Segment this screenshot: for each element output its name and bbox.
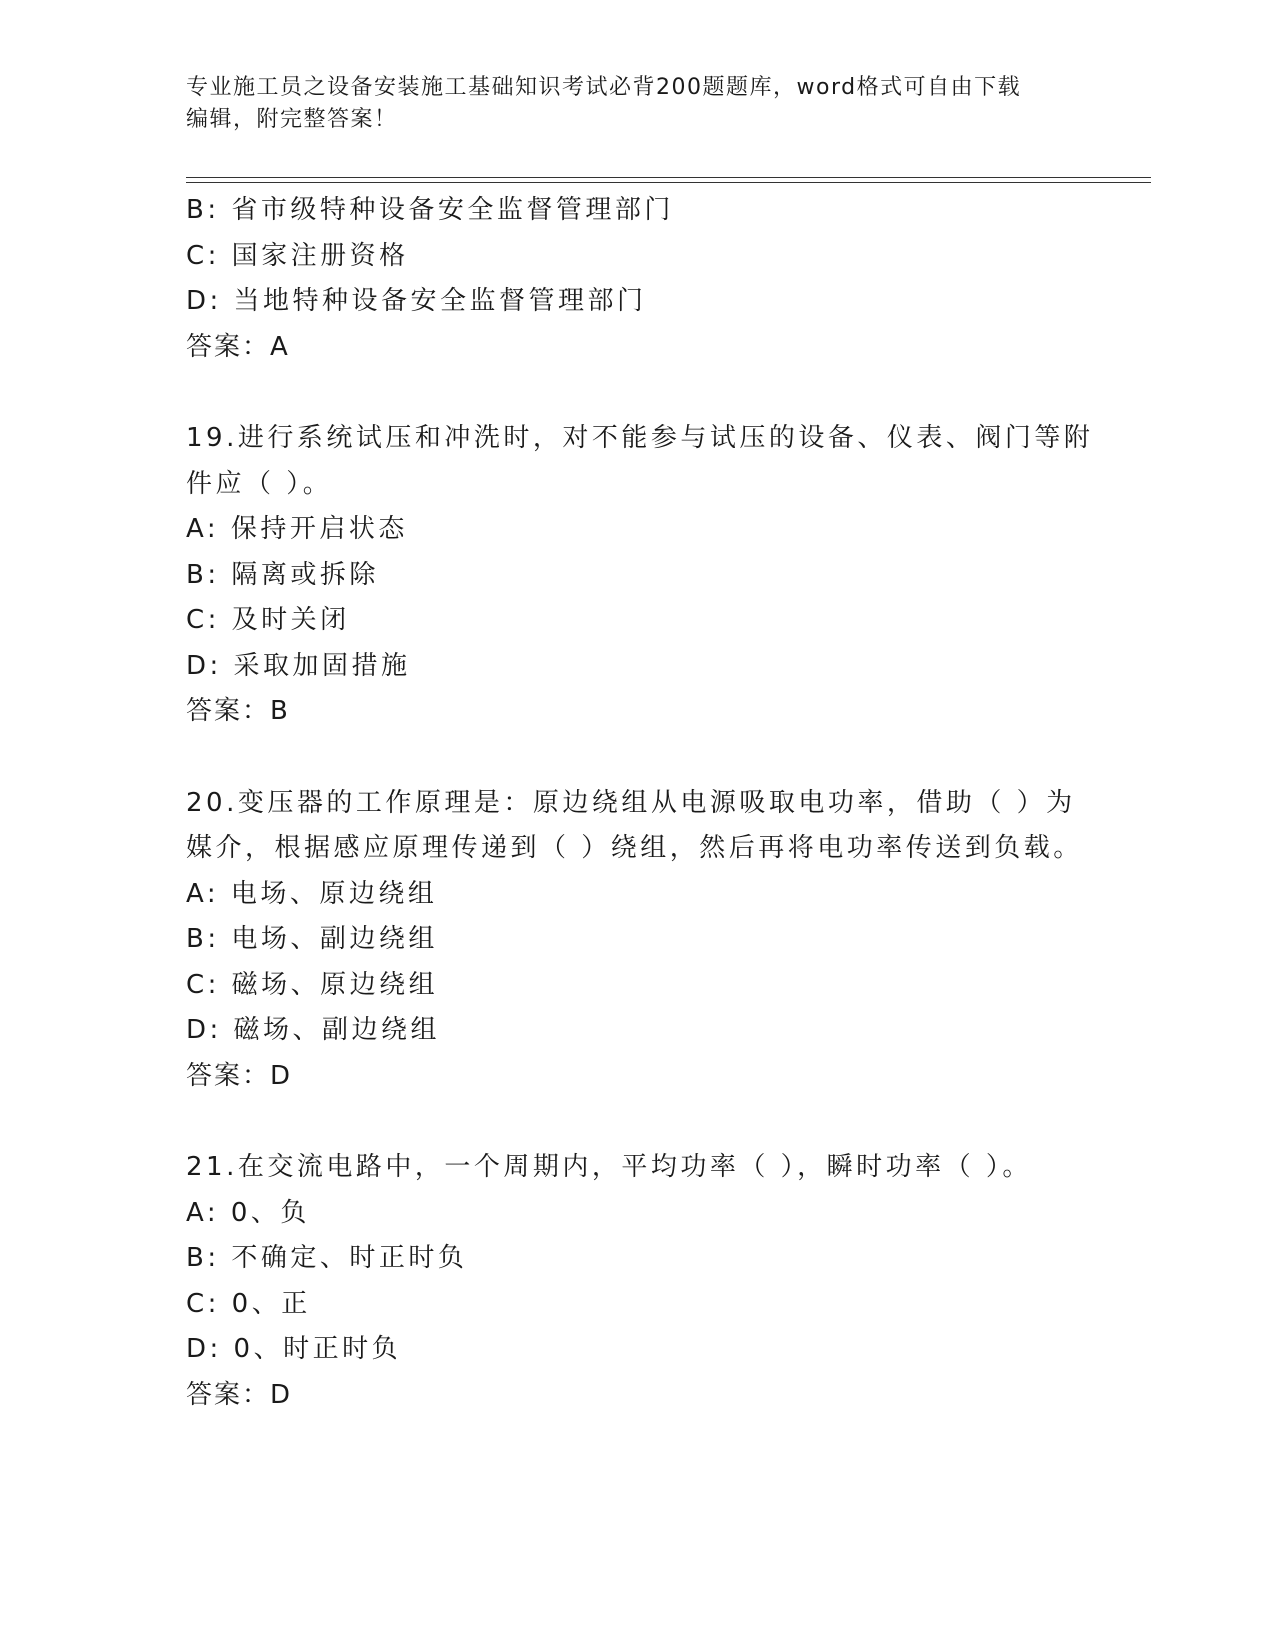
question-text: 媒介，根据感应原理传递到（ ）绕组，然后再将电功率传送到负载。 [186, 833, 1083, 863]
option-a: A: 保持开启状态 [186, 514, 408, 544]
answer-line: 答案：D [186, 1060, 293, 1091]
header-divider-bottom [186, 182, 1151, 183]
answer-line: 答案：D [186, 1379, 293, 1410]
option-b: B: 省市级特种设备安全监督管理部门 [186, 195, 674, 225]
option-c: C: 0、正 [186, 1288, 311, 1319]
question-text: 20.变压器的工作原理是：原边绕组从电源吸取电功率，借助（ ）为 [186, 787, 1076, 818]
option-b: B: 电场、副边绕组 [186, 924, 438, 954]
answer-line: 答案：B [186, 696, 290, 726]
option-d: D: 采取加固措施 [186, 650, 411, 681]
option-a: A: 电场、原边绕组 [186, 878, 438, 909]
option-a: A: 0、负 [186, 1197, 310, 1228]
option-c: C: 及时关闭 [186, 605, 350, 635]
option-b: B: 不确定、时正时负 [186, 1243, 468, 1273]
header-title-line-1: 专业施工员之设备安装施工基础知识考试必背200题题库，word格式可自由下载 [186, 75, 1022, 100]
option-c: C: 磁场、原边绕组 [186, 969, 439, 1000]
question-list [186, 188, 1094, 1464]
question-19-block [186, 416, 1094, 735]
header-divider-top [186, 177, 1151, 178]
question-21-block [186, 1145, 1086, 1418]
option-b: B: 隔离或拆除 [186, 559, 379, 590]
carryover-question-block [186, 188, 1086, 370]
option-d: D: 0、时正时负 [186, 1334, 402, 1364]
header-title-line-2: 编辑，附完整答案！ [186, 107, 398, 132]
question-text: 件应（ ）。 [186, 468, 333, 499]
option-d: D: 磁场、副边绕组 [186, 1015, 441, 1045]
answer-line: 答案：A [186, 331, 290, 362]
question-text: 19.进行系统试压和冲洗时，对不能参与试压的设备、仪表、阀门等附 [186, 423, 1094, 453]
document-header [186, 72, 1066, 136]
option-d: D: 当地特种设备安全监督管理部门 [186, 286, 647, 316]
question-text: 21.在交流电路中，一个周期内，平均功率（ ），瞬时功率（ ）。 [186, 1152, 1032, 1182]
option-c: C: 国家注册资格 [186, 240, 409, 271]
question-20-block [186, 781, 1086, 1100]
